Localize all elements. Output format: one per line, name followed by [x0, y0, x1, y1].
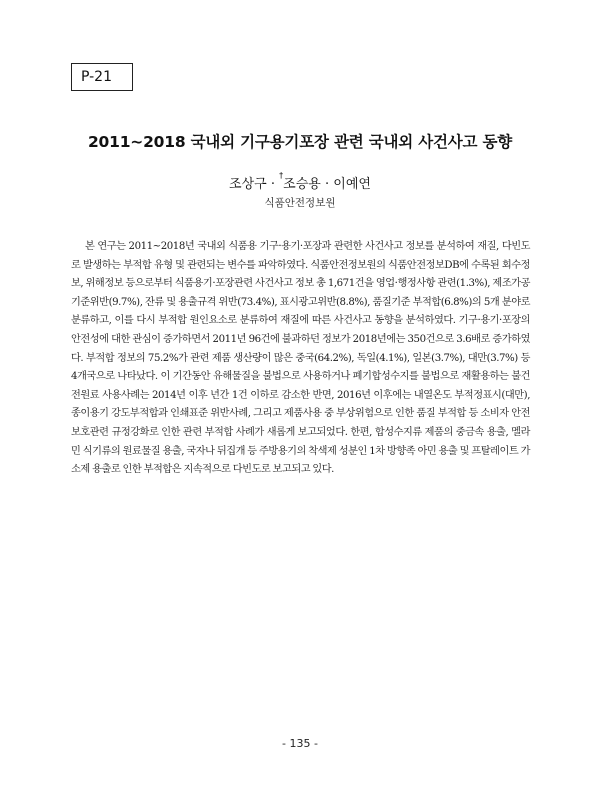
affiliation: 식품안전정보원	[264, 197, 336, 209]
poster-code: P-21	[81, 69, 113, 85]
author-separator: ·	[270, 177, 276, 192]
poster-code-box	[71, 63, 133, 91]
author-name: 조상구	[229, 177, 267, 192]
page-number: - 135 -	[282, 737, 318, 750]
corresponding-author-name: 조승용	[283, 177, 321, 192]
abstract-text: 본 연구는 2011~2018년 국내외 식품용 기구·용기·포장과 관련한 사건사고 정보를 분석하여 재질, 다빈도로 발생하는 부적합 유형 및 관련되는 변수를 파악하였다. 식품안전정보원의 식품안전정보DB에 수록된 회수정보, 위해정보 등으로부터 식품용기·포장관련 사건사고 정보 총 1,671건을 영업·행정사항 관련(1.3%), 제조가공기준위반(9.7%), 잔류 및 용출규격 위반(73.4%), 표시광고위반(8.8%), 품질기준 부적합(6.8%)의 5개 분야로 분류하고, 이를 다시 부적합 원인요소로 분류하여 재질에 따른 사건사고 동향을 분석하였다. 기구·용기·포장의 안전성에 대한 관심이 증가하면서 2011년 96건에 불과하던 정보가 2018년에는 350건으로 3.6배로 증가하였다. 부적합 정보의 75.2%가 관련 제품 생산량이 많은 중국(64.2%), 독일(4.1%), 일본(3.7%), 대만(3.7%) 등 4개국으로 나타났다. 이 기간동안 유해물질을 불법으로 사용하거나 폐기합성수지를 불법으로 재활용하는 불건전원료 사용사례는 2014년 이후 년간 1건 이하로 감소한 반면, 2016년 이후에는 내열온도 부적정표시(대만), 종이용기 강도부적합과 인쇄표준 위반사례, 그리고 제품사용 중 부상위험으로 인한 품질 부적합 등 소비자 안전보호관련 규정강화로 인한 관련 부적합 사례가 새롭게 보고되었다. 한편, 합성수지류 제품의 중금속 용출, 멜라민 식기류의 원료물질 용출, 국자나 뒤집개 등 주방용기의 착색제 성분인 1차 방향족 아민 용출 및 프탈레이트 가소제 용출로 인한 부적합은 지속적으로 다빈도로 보고되고 있다.	[71, 241, 530, 476]
author-list	[0, 173, 600, 192]
author-separator: ·	[324, 177, 330, 192]
corresponding-author-mark: †	[279, 171, 284, 180]
paper-title: 2011~2018 국내외 기구용기포장 관련 국내외 사건사고 동향	[87, 133, 513, 151]
author-name: 이예연	[333, 177, 371, 192]
